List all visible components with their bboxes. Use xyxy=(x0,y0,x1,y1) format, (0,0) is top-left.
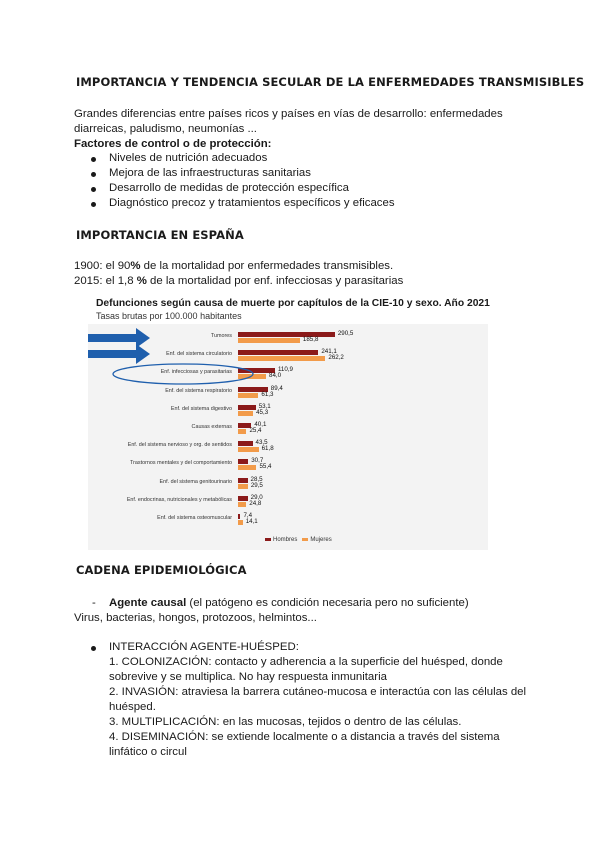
interaction-line: sobrevive y se multiplica. No hay respuesta inmunitaria xyxy=(109,671,387,683)
value-label-mujeres: 24,8 xyxy=(249,499,262,507)
factor-item: Niveles de nutrición adecuados xyxy=(109,152,268,164)
value-label-hombres: 40,1 xyxy=(254,421,267,428)
factor-item: Diagnóstico precoz y tratamientos específicos y eficaces xyxy=(109,197,395,209)
category-label: Enf. del sistema digestivo xyxy=(170,405,232,412)
category-label: Enf. del sistema nervioso y org. de sentidos xyxy=(127,442,232,449)
value-label-mujeres: 61,8 xyxy=(261,445,274,453)
interaction-line: linfático o circul xyxy=(109,746,187,758)
stat-line-1900: 1900: el 90% de la mortalidad por enfermedades transmisibles. xyxy=(74,260,394,272)
bullet-icon xyxy=(91,157,96,162)
category-label: Enf. del sistema circulatorio xyxy=(166,351,232,358)
interaction-title: INTERACCIÓN AGENTE-HUÉSPED: xyxy=(109,641,299,653)
value-label-mujeres: 29,5 xyxy=(250,481,263,489)
value-label-mujeres: 262,2 xyxy=(328,354,344,362)
chart-title: Defunciones según causa de muerte por capítulos de la CIE-10 y sexo. Año 2021 xyxy=(96,298,490,309)
arrow-icon xyxy=(88,344,150,364)
intro-line-1: Grandes diferencias entre países ricos y países en vías de desarrollo: enfermedades xyxy=(74,108,503,120)
legend-swatch-mujeres xyxy=(302,538,308,541)
value-label-hombres: 28,5 xyxy=(250,475,263,483)
intro-line-2: diarreicas, paludismo, neumonías ... xyxy=(74,123,257,135)
agent-dash: - xyxy=(92,597,96,609)
value-label-hombres: 7,4 xyxy=(243,512,253,519)
value-label-hombres: 110,9 xyxy=(277,366,293,374)
category-label: Enf. del sistema respiratorio xyxy=(165,387,232,394)
factor-item: Mejora de las infraestructuras sanitarias xyxy=(109,167,311,179)
agent-examples: Virus, bacterias, hongos, protozoos, helmintos... xyxy=(74,612,317,624)
section-heading-importancia-espana: IMPORTANCIA EN ESPAÑA xyxy=(76,228,244,242)
factor-item: Desarrollo de medidas de protección específica xyxy=(109,182,349,194)
category-label: Enf. infecciosas y parasitarias xyxy=(160,369,232,376)
value-label-hombres: 89,4 xyxy=(270,384,283,392)
value-label-mujeres: 45,3 xyxy=(256,408,269,416)
value-label-hombres: 53,1 xyxy=(258,402,271,410)
mortality-chart xyxy=(88,298,488,550)
factors-title: Factores de control o de protección: xyxy=(74,138,272,150)
value-label-mujeres: 61,3 xyxy=(261,390,274,398)
interaction-line: 2. INVASIÓN: atraviesa la barrera cutáneo-mucosa e interactúa con las células del xyxy=(109,686,527,698)
bullet-icon xyxy=(91,202,96,207)
interaction-line: 4. DISEMINACIÓN: se extiende localmente o a distancia a través del sistema xyxy=(109,731,500,743)
value-label-hombres: 290,5 xyxy=(337,330,354,337)
category-label: Enf. del sistema osteomuscular xyxy=(157,515,232,521)
value-label-mujeres: 55,4 xyxy=(259,463,272,471)
legend-label-mujeres: Mujeres xyxy=(310,537,332,543)
legend-label-hombres: Hombres xyxy=(273,537,298,543)
category-label: Enf. del sistema genitourinario xyxy=(159,478,232,485)
value-label-mujeres: 25,4 xyxy=(249,427,262,434)
chart-subtitle: Tasas brutas por 100.000 habitantes xyxy=(96,311,242,321)
section-heading-cadena: CADENA EPIDEMIOLÓGICA xyxy=(76,563,247,577)
value-label-mujeres: 14,1 xyxy=(245,518,258,525)
section-heading-importancia-tendencia: IMPORTANCIA Y TENDENCIA SECULAR DE LA ENFERMEDADES TRANSMISIBLES xyxy=(76,75,585,89)
category-label: Trastornos mentales y del comportamiento xyxy=(130,460,232,467)
bullet-icon xyxy=(91,646,96,651)
value-label-mujeres: 84,0 xyxy=(269,372,282,380)
bullet-icon xyxy=(91,187,96,192)
interaction-line: 3. MULTIPLICACIÓN: en las mucosas, tejidos o dentro de las células. xyxy=(109,716,462,728)
stat-line-2015: 2015: el 1,8 % de la mortalidad por enf. infecciosas y parasitarias xyxy=(74,275,404,287)
value-label-hombres: 241,1 xyxy=(321,348,337,356)
value-label-hombres: 30,7 xyxy=(251,457,264,465)
value-label-mujeres: 185,8 xyxy=(302,336,319,343)
value-label-hombres: 29,0 xyxy=(250,493,263,501)
value-label-hombres: 43,5 xyxy=(255,439,268,447)
chart-annotations xyxy=(88,324,488,550)
interaction-line: 1. COLONIZACIÓN: contacto y adherencia a la superficie del huésped, donde xyxy=(109,656,503,668)
bullet-icon xyxy=(91,172,96,177)
category-label: Tumores xyxy=(210,333,232,339)
agent-causal-line: Agente causal (el patógeno es condición necesaria pero no suficiente) xyxy=(109,597,469,609)
interaction-line: huésped. xyxy=(109,701,156,713)
highlight-ellipse xyxy=(113,364,253,384)
chart-legend xyxy=(265,537,332,543)
category-label: Enf. endocrinas, nutricionales y metabólicas xyxy=(126,496,232,503)
arrow-icon xyxy=(88,328,150,348)
legend-swatch-hombres xyxy=(265,538,271,541)
category-label: Causas externas xyxy=(191,424,232,430)
